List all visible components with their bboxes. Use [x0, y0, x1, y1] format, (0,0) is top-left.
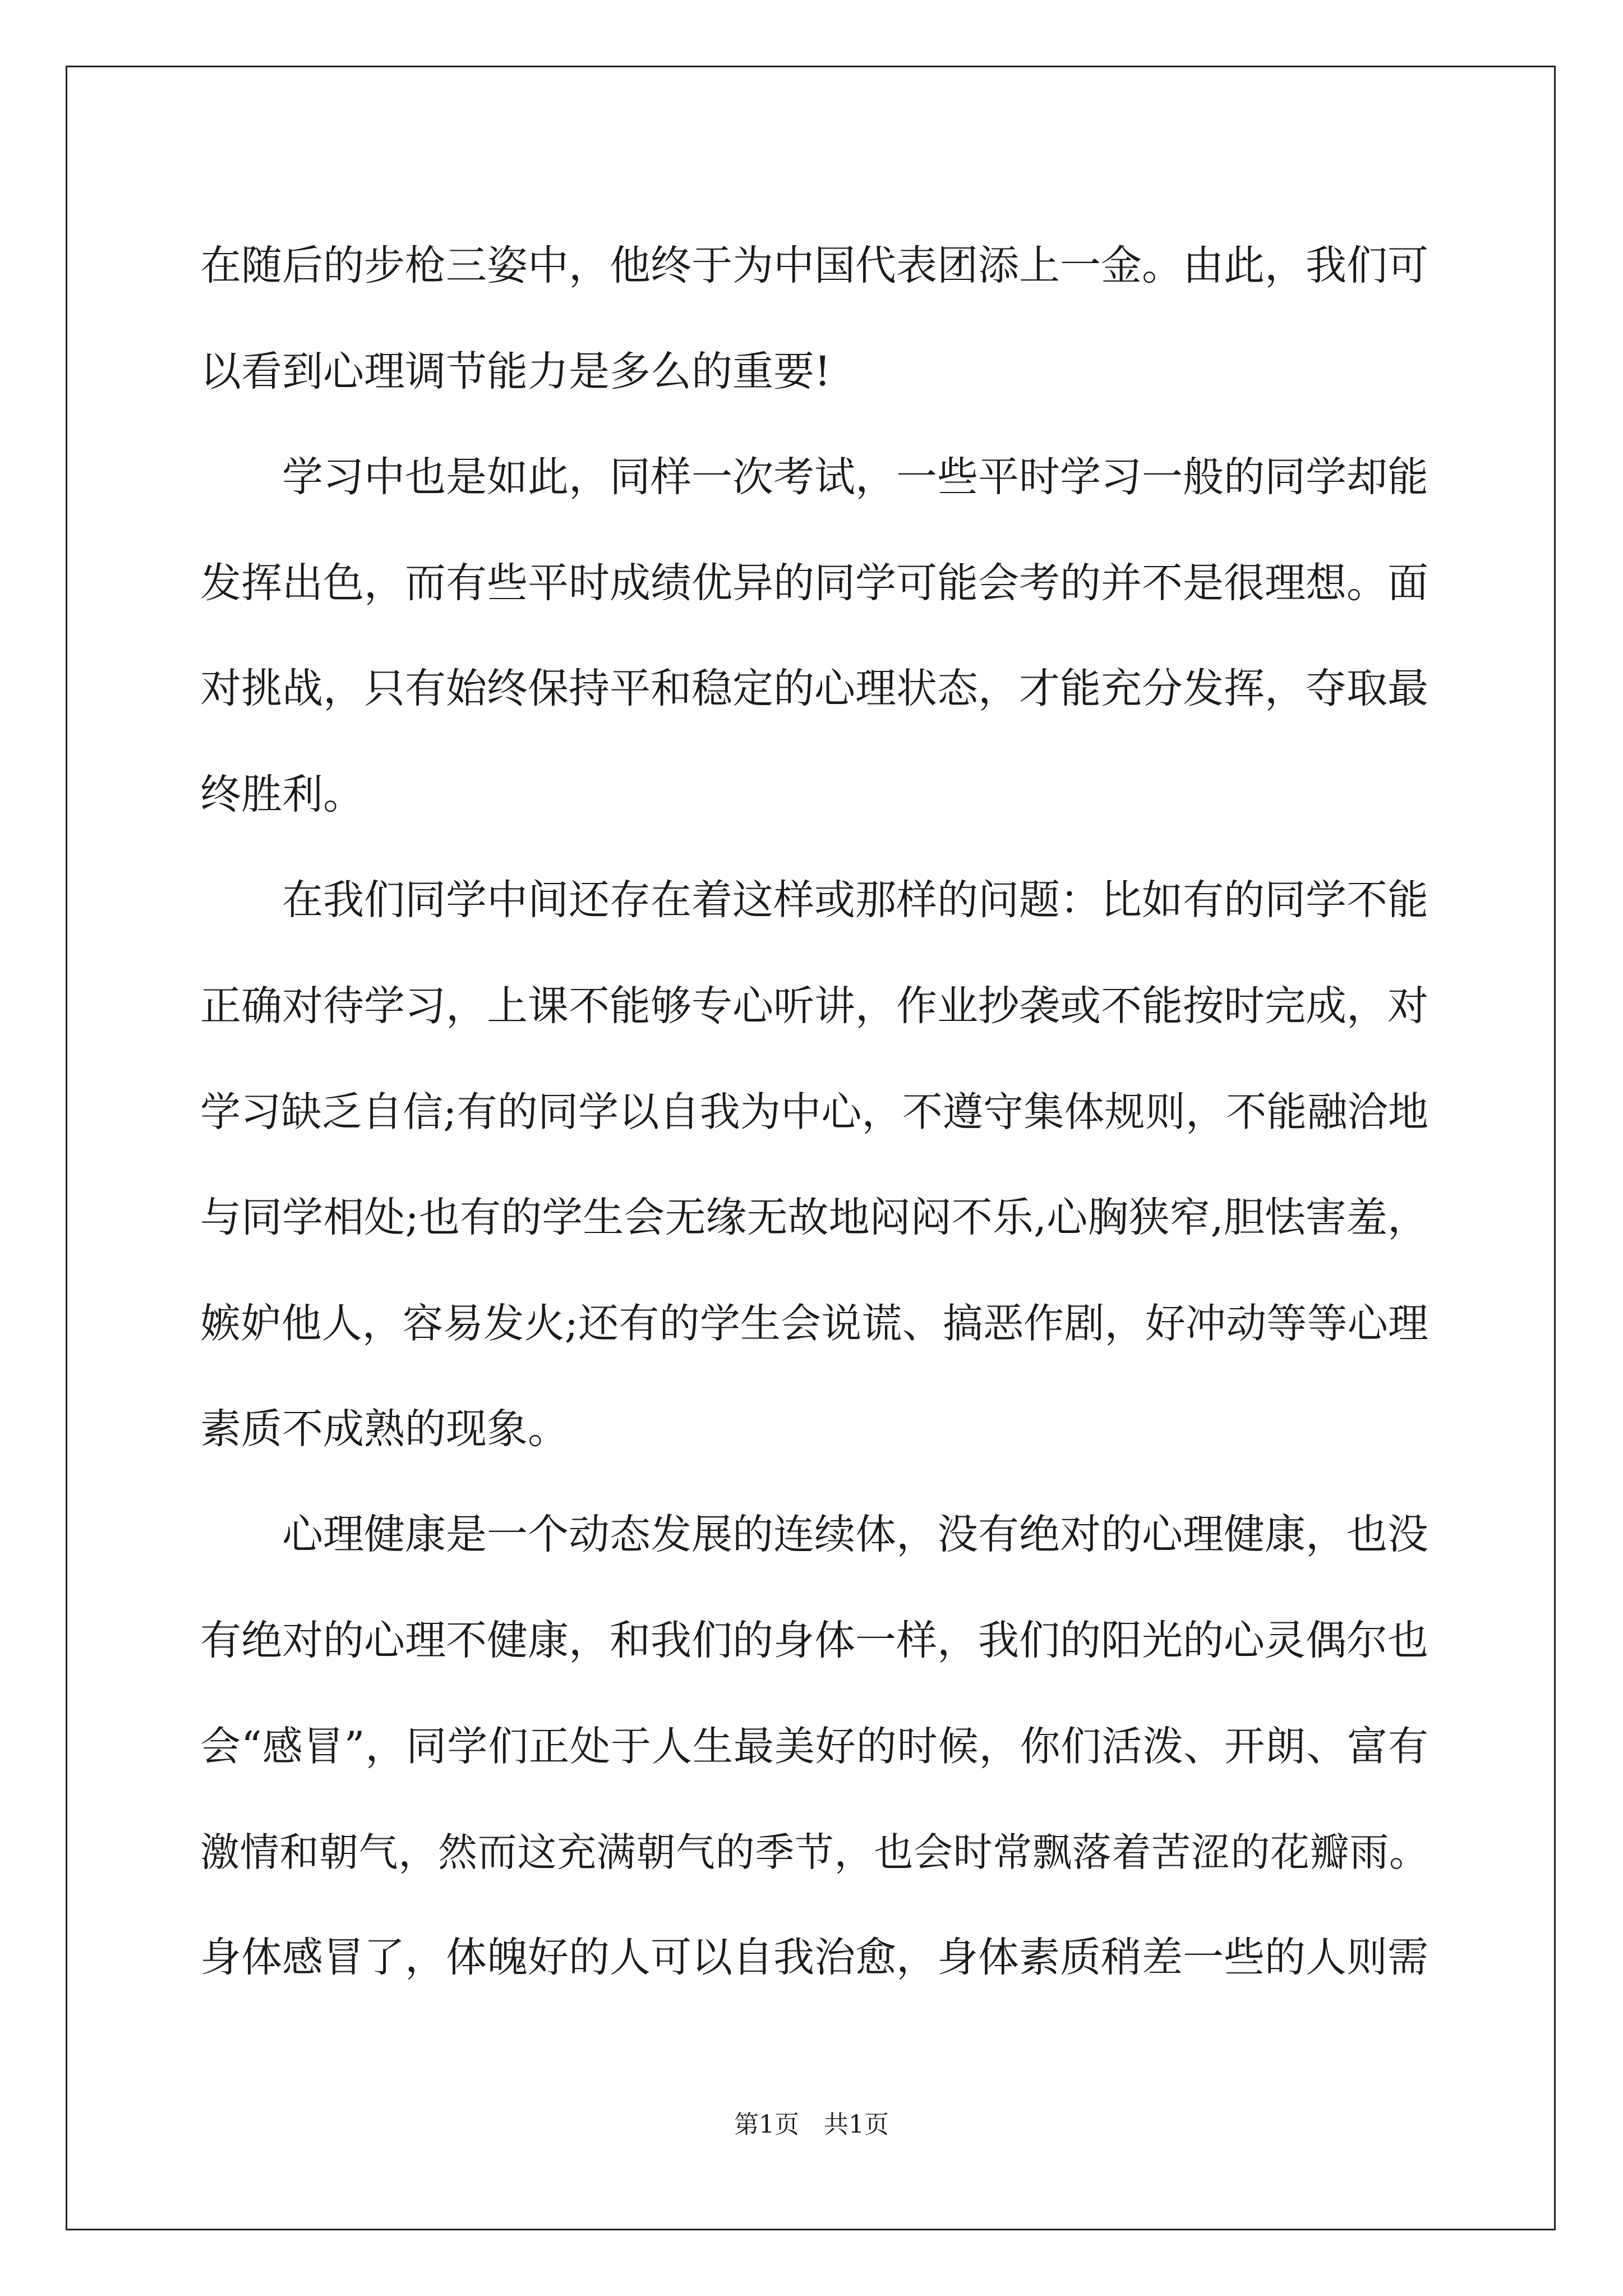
page-total: 共1页 — [824, 2110, 889, 2139]
text-line: 学习缺乏自信;有的同学以自我为中心，不遵守集体规则，不能融洽地 — [200, 1088, 1428, 1135]
text-line: 嫉妒他人，容易发火;还有的学生会说谎、搞恶作剧，好冲动等等心理 — [200, 1300, 1428, 1347]
document-body — [200, 213, 1428, 2011]
text-line: 身体感冒了，体魄好的人可以自我治愈，身体素质稍差一些的人则需 — [200, 1934, 1428, 1981]
text-line: 有绝对的心理不健康，和我们的身体一样，我们的阳光的心灵偶尔也 — [200, 1616, 1428, 1664]
text-line: 对挑战，只有始终保持平和稳定的心理状态，才能充分发挥，夺取最 — [200, 665, 1428, 712]
text-line: 学习中也是如此，同样一次考试，一些平时学习一般的同学却能 — [282, 453, 1428, 501]
text-line: 激情和朝气，然而这充满朝气的季节，也会时常飘落着苦涩的花瓣雨。 — [200, 1829, 1428, 1875]
page-number: 第1页 — [734, 2110, 799, 2139]
page-footer — [0, 2108, 1623, 2142]
text-line: 终胜利。 — [200, 770, 364, 818]
text-line: 会“感冒”，同学们正处于人生最美好的时候，你们活泼、开朗、富有 — [200, 1723, 1428, 1770]
text-line: 素质不成熟的现象。 — [200, 1405, 569, 1453]
text-line: 正确对待学习，上课不能够专心听讲，作业抄袭或不能按时完成，对 — [200, 982, 1428, 1030]
text-line: 以看到心理调节能力是多么的重要! — [200, 347, 831, 395]
text-line: 与同学相处;也有的学生会无缘无故地闷闷不乐,心胸狭窄,胆怯害羞， — [200, 1193, 1428, 1241]
text-line: 发挥出色，而有些平时成绩优异的同学可能会考的并不是很理想。面 — [200, 559, 1428, 607]
text-line: 心理健康是一个动态发展的连续体，没有绝对的心理健康，也没 — [282, 1511, 1428, 1558]
text-line: 在我们同学中间还存在着这样或那样的问题：比如有的同学不能 — [282, 876, 1428, 924]
text-line: 在随后的步枪三姿中，他终于为中国代表团添上一金。由此，我们可 — [200, 242, 1428, 289]
